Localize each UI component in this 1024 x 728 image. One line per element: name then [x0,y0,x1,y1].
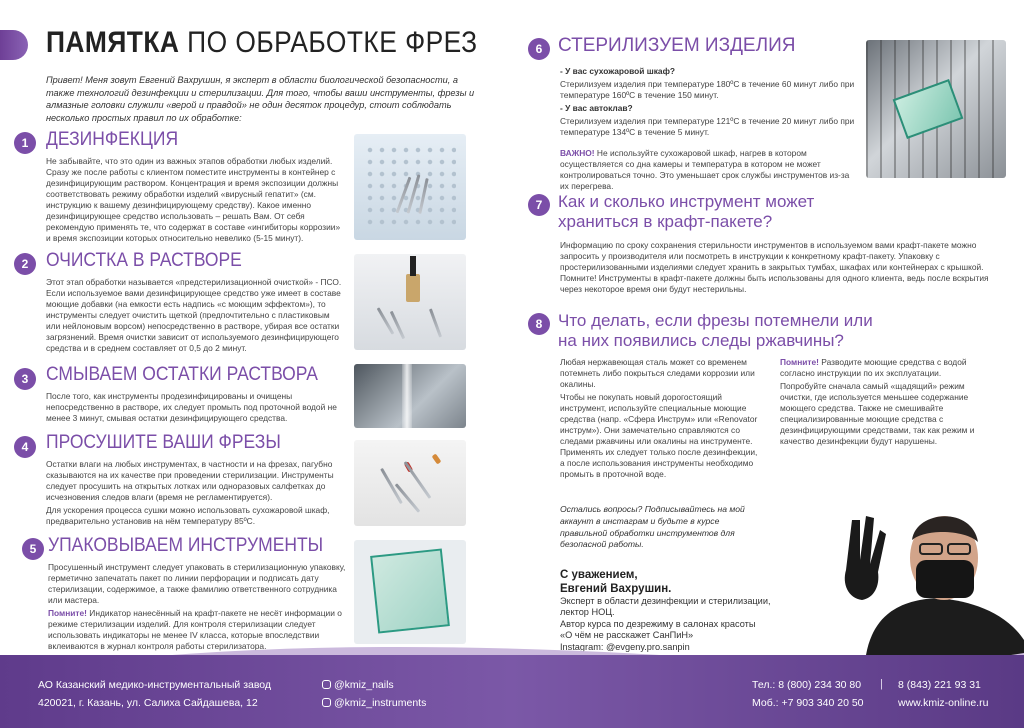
step-7-title [558,192,858,232]
title-bold: ПАМЯТКА [46,26,180,59]
step-7-text: Информацию по сроку сохранения стерильности инструментов в используемом вами крафт-пакете можно запросить у производителя или посмотреть в инструкции к конкретному крафт-пакету. Упаковку с простерилизованными изделиями следует хранить в закрытых тумбах, шкафах или контейнерах с крышкой. Помните! Инструменты в крафт-пакете должны быть использованы для одного клиента, ведь после вскрытия через некоторое время они будут нестерильны. [560,240,989,294]
step-5-text-p1: Просушенный инструмент следует упаковать в стерилизационную упаковку, герметично запечатать пакет по линии перфорации и подписать дату стерилизации, содержимое, а также фамилию ответственного сотрудника или мастера. [48,562,346,605]
step-7-number: 7 [528,194,550,216]
packaging-photo [354,540,466,644]
step-6-text [560,66,858,194]
step-8-right-p2: Попробуйте сначала самый «щадящий» режим очистки, где используется меньшее содержание моющего средства. Также не смешивайте специализированные моющие средства с дезинфицирующими средствами, так как режим и качество дезинфекции будут нарушены. [780,381,975,446]
step-8-left-p1: Любая нержавеющая сталь может со временем потемнеть либо покрыться следами коррозии или окалины. [560,357,755,389]
signature-instagram: Instagram: @evgeny.pro.sanpin [560,641,690,652]
step-4-text [46,459,346,529]
step-8-title-line1: Что делать, если фрезы потемнели или [558,311,873,330]
footer-company: АО Казанский медико-инструментальный завод [38,679,272,691]
signature-name: Евгений Вахрушин. [560,583,672,595]
step-7-title-line1: Как и сколько инструмент может [558,192,815,211]
footer-separator: | [880,678,883,690]
step-6-warn: Не используйте сухожаровой шкаф, нагрев в котором осуществляется со дна камеры и температура в котором не может контролироваться точно. Это уменьшает срок службы инструментов из-за их перегрева. [560,148,850,191]
step-6-a1: Стерилизуем изделия при температуре 180ºС в течение 60 минут либо при температуре 160ºС в течение 150 минут. [560,79,855,100]
step-6-q1: - У вас сухожаровой шкаф? [560,66,676,76]
step-6-q2: - У вас автоклав? [560,103,633,113]
step-2-number: 2 [14,253,36,275]
step-6-number: 6 [528,38,550,60]
step-5-note: Индикатор нанесённый на крафт-пакете не несёт информации о режиме стерилизации изделий. Для контроля стерилизации следует использовать индикаторы не менее IV класса, которые впоследствии вклеиваются в журнал контроля работы стерилизатора. [48,608,342,651]
step-5-number: 5 [22,538,44,560]
questions-text: Остались вопросы? Подписывайтесь на мой аккаунт в инстаграм и будьте в курсе правильной обработки инструментов для безопасной работы. [560,504,745,550]
step-1-title: ДЕЗИНФЕКЦИЯ [46,129,179,150]
step-8-right-p1: Разводите моющие средства с водой согласно инструкции по их эксплуатации. [780,357,967,378]
step-4-title: ПРОСУШИТЕ ВАШИ ФРЕЗЫ [46,432,281,453]
step-6-title: СТЕРИЛИЗУЕМ ИЗДЕЛИЯ [558,35,796,56]
step-5-title: УПАКОВЫВАЕМ ИНСТРУМЕНТЫ [48,535,324,556]
author-photo [826,480,1024,655]
drying-photo [354,440,466,526]
step-1-text: Не забывайте, что это один из важных этапов обработки любых изделий. Сразу же после работы с клиентом поместите инструменты в контейнер с дезинфицирующим раствором. Концентрация и время экспозиции должны соответствовать режиму обработки изделий «вирусный гепатит» (см. инструкцию к вашему дезинфицирующему средству). Какое именно дезинфицирующее средство использовать – решать Вам. От себя рекомендую применять те, что содержат в составе «ингибиторы коррозии» и время экспозиции которых относительно невелико (5-15 минут). [46,156,341,243]
cleaning-photo [354,254,466,350]
step-1-number: 1 [14,132,36,154]
footer-bar [0,655,1024,728]
signature-regards: С уважением, [560,569,638,581]
header-stripe [0,30,28,60]
signature-line1: Эксперт в области дезинфекции и стерилизации, [560,596,771,606]
instagram-icon [322,680,331,689]
step-5-note-label: Помните! [48,608,87,618]
footer-instagram-instruments[interactable] [322,697,426,709]
step-8-left-p2: Чтобы не покупать новый дорогостоящий инструмент, используйте специальные моющие средства (напр. «Сфера Инструм» или «Renovator инструм»). Они замечательно справляются со следами ржавчины или окалины на инструменте. Применять их следует только после дезинфекции, а после использования инструменты необходимо промыть в проточной воде. [560,392,758,479]
step-4-number: 4 [14,436,36,458]
rinse-photo [354,364,466,428]
author-silhouette [826,480,1024,655]
footer-phone[interactable]: Тел.: 8 (800) 234 30 80 [752,679,862,691]
footer-website[interactable]: www.kmiz-online.ru [898,697,989,709]
step-3-text: После того, как инструменты продезинфицированы и очищены непосредственно в растворе, их следует промыть под проточной водой не менее 3 минут, смывая остатки дезинфицирующего средства. [46,391,337,423]
step-4-text-p2: Для ускорения процесса сушки можно использовать сухожаровой шкаф, предварительно установив на нём температуру 85ºС. [46,505,330,526]
footer-instagram-nails[interactable] [322,679,394,691]
step-3-number: 3 [14,368,36,390]
step-2-title: ОЧИСТКА В РАСТВОРЕ [46,250,242,271]
footer-mobile[interactable]: Моб.: +7 903 340 20 50 [752,697,864,709]
step-8-right-text [780,357,986,449]
signature-line3: Автор курса по дезрежиму в салонах красоты [560,618,756,629]
sterilization-photo [866,40,1006,178]
footer-insta2-label: @kmiz_instruments [334,697,427,709]
step-8-left-text [560,357,762,482]
title-rest: ПО ОБРАБОТКЕ ФРЕЗ [179,26,478,59]
step-3-title: СМЫВАЕМ ОСТАТКИ РАСТВОРА [46,364,318,385]
intro-text: Привет! Меня зовут Евгений Вахрушин, я эксперт в области биологической безопасности, а также технологий дезинфекции и стерилизации. Для того, чтобы ваши инструменты, фрезы и алмазные головки служили «верой и правдой» не один десяток процедур, стоит соблюдать несколько простых правил по их обработке: [46,75,475,123]
footer-insta1-label: @kmiz_nails [334,679,394,691]
step-4-text-p1: Остатки влаги на любых инструментах, в частности и на фрезах, пагубно сказываются на их качестве при проведении стерилизации. Инструменты следует просушить на открытых лотках или одноразовых салфетках до исчезновения следов влаги (время не регламентируется). [46,459,334,502]
page-title [46,26,477,60]
step-8-title-line2: на них появились следы ржавчины? [558,331,844,350]
step-8-number: 8 [528,313,550,335]
signature-line4: «О чём не расскажет СанПиН» [560,630,694,641]
step-7-title-line2: храниться в крафт-пакете? [558,212,773,231]
step-2-text: Этот этап обработки называется «предстерилизационной очисткой» - ПСО. Если используемое вами дезинфицирующее средство уже имеет в составе моющие добавки (на емкости есть надпись «с моющим эффектом»), то инструменты следует очистить щеткой (предпочтительно с пластиковым или нейлоновым ворсом) непосредственно в растворе, убирая все остатки загрязнений. Время очистки зависит от используемого дезинфицирующего средства и в среднем составляет от 0,5 до 2 минут. [46,277,342,353]
signature-line2: лектор НОЦ. [560,607,615,618]
step-8-title [558,311,878,351]
step-6-a2: Стерилизуем изделия при температуре 121ºС в течение 20 минут либо при температуре 134ºС в течение 5 минут. [560,116,855,137]
footer-address: 420021, г. Казань, ул. Салиха Сайдашева, 12 [38,697,258,709]
disinfection-photo [354,134,466,240]
step-6-warn-label: ВАЖНО! [560,148,595,158]
footer-phone-2[interactable]: 8 (843) 221 93 31 [898,679,981,691]
step-8-right-label: Помните! [780,357,819,367]
instagram-icon [322,698,331,707]
